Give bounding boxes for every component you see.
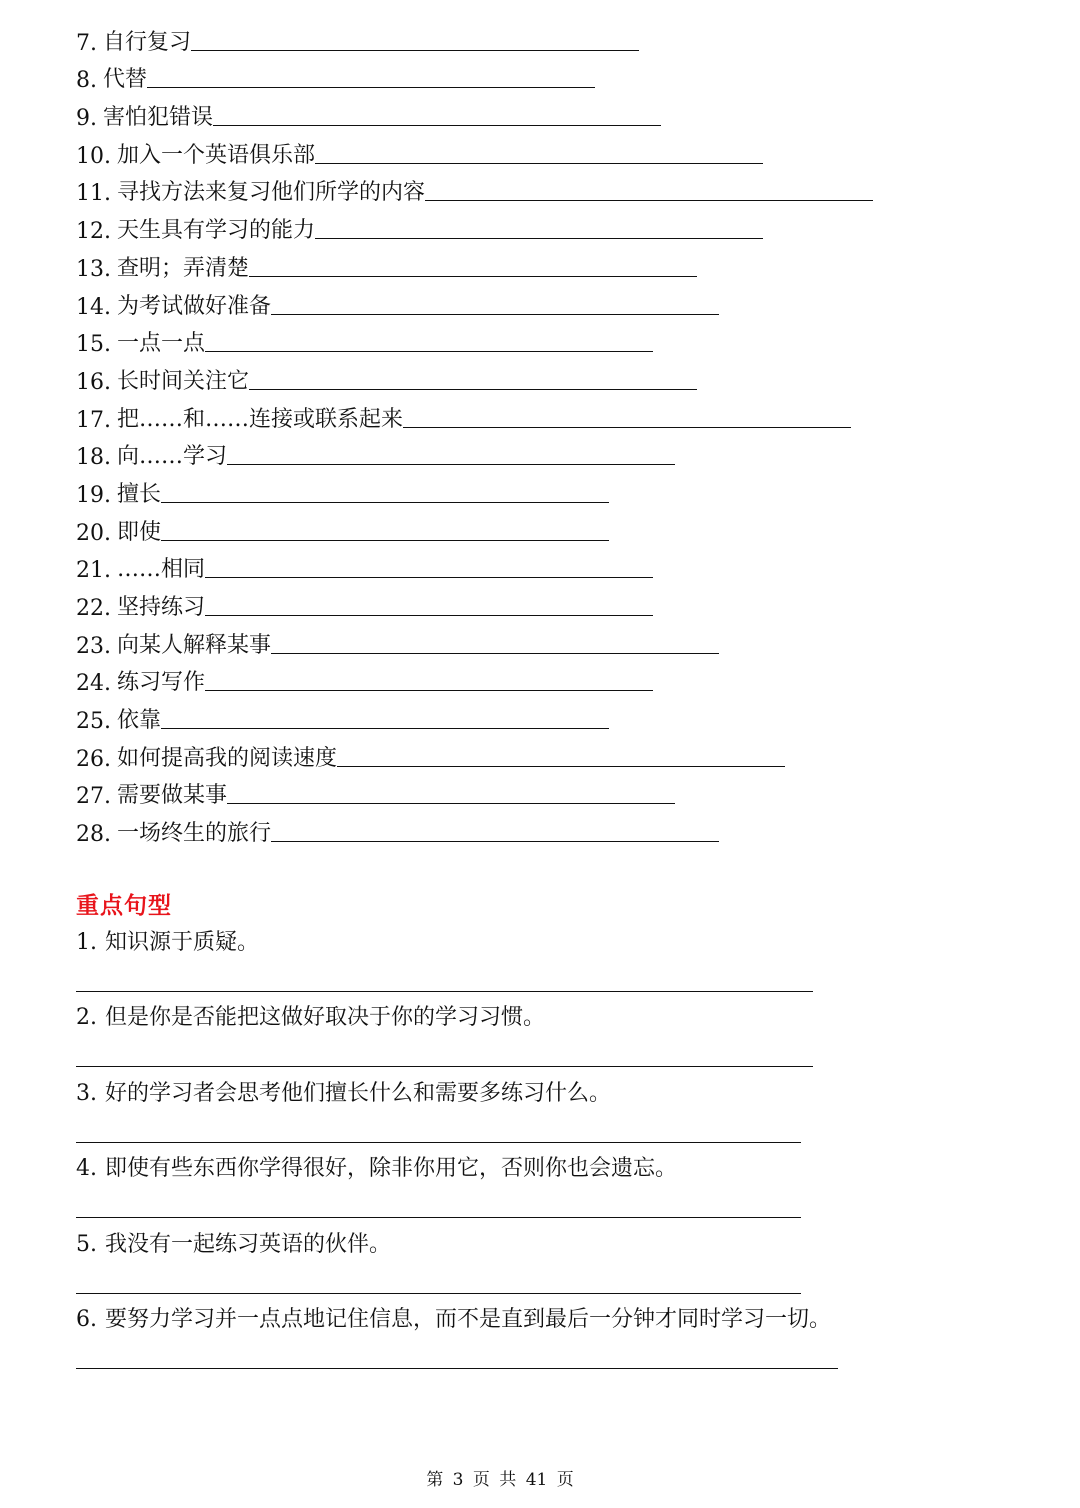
sentence-list <box>76 928 1036 1380</box>
phrase-text: 长时间关注它 <box>117 368 250 394</box>
answer-blank[interactable] <box>271 313 719 315</box>
sentence-text: 即使有些东西你学得很好，除非你用它，否则你也会遗忘。 <box>105 1156 678 1182</box>
sentence-text: 我没有一起练习英语的伙伴。 <box>105 1231 392 1257</box>
phrase-item <box>76 659 1036 697</box>
answer-blank[interactable] <box>425 199 873 201</box>
phrase-number: 18. <box>76 445 111 471</box>
answer-blank[interactable] <box>205 614 653 616</box>
phrase-text: 依靠 <box>117 708 162 734</box>
phrase-item <box>76 93 1036 131</box>
phrase-text: ……相同 <box>117 557 206 583</box>
answer-blank[interactable] <box>315 237 763 239</box>
sentence-prompt <box>76 1230 1036 1260</box>
phrase-item <box>76 546 1036 584</box>
phrase-number: 26. <box>76 746 111 772</box>
sentence-number: 2. <box>76 1005 97 1031</box>
answer-line[interactable] <box>76 991 813 992</box>
phrase-number: 28. <box>76 822 111 848</box>
phrase-text: 自行复习 <box>103 29 192 55</box>
phrase-number: 15. <box>76 332 111 358</box>
phrase-text: 向……学习 <box>117 444 228 470</box>
sentence-prompt <box>76 1154 1036 1184</box>
phrase-number: 14. <box>76 294 111 320</box>
phrase-item <box>76 772 1036 810</box>
answer-blank[interactable] <box>337 765 785 767</box>
phrase-number: 16. <box>76 369 111 395</box>
answer-line[interactable] <box>76 1217 801 1218</box>
phrase-number: 10. <box>76 143 111 169</box>
phrase-item <box>76 470 1036 508</box>
answer-blank[interactable] <box>205 350 653 352</box>
phrase-number: 8. <box>76 68 97 94</box>
answer-blank[interactable] <box>213 124 661 126</box>
sentence-text: 要努力学习并一点点地记住信息，而不是直到最后一分钟才同时学习一切。 <box>105 1306 832 1332</box>
sentence-text: 好的学习者会思考他们擅长什么和需要多练习什么。 <box>105 1080 612 1106</box>
phrase-item <box>76 56 1036 94</box>
phrase-item <box>76 508 1036 546</box>
phrase-text: 把……和……连接或联系起来 <box>117 406 404 432</box>
sentence-text: 但是你是否能把这做好取决于你的学习习惯。 <box>105 1005 546 1031</box>
answer-blank[interactable] <box>205 689 653 691</box>
phrase-item <box>76 206 1036 244</box>
sentence-item <box>76 928 1036 1003</box>
phrase-text: 坚持练习 <box>117 595 206 620</box>
phrase-text: 天生具有学习的能力 <box>117 218 316 244</box>
sentence-number: 4. <box>76 1156 97 1182</box>
phrase-item <box>76 244 1036 282</box>
sentence-number: 1. <box>76 930 97 955</box>
answer-blank[interactable] <box>271 840 719 842</box>
phrase-number: 9. <box>76 106 97 132</box>
phrase-number: 19. <box>76 482 111 508</box>
phrase-number: 23. <box>76 633 111 659</box>
phrase-text: 需要做某事 <box>117 783 228 809</box>
sentence-item <box>76 1003 1036 1078</box>
sentence-item <box>76 1305 1036 1380</box>
answer-blank[interactable] <box>161 727 609 729</box>
answer-blank[interactable] <box>249 275 697 277</box>
sentence-item <box>76 1154 1036 1229</box>
phrase-item <box>76 583 1036 621</box>
section-title-key-sentences: 重点句型 <box>76 892 172 919</box>
sentence-prompt <box>76 928 1036 958</box>
phrase-number: 21. <box>76 558 111 584</box>
phrase-item <box>76 809 1036 847</box>
phrase-item <box>76 320 1036 358</box>
phrase-text: 向某人解释某事 <box>117 632 272 658</box>
sentence-prompt <box>76 1305 1036 1335</box>
answer-line[interactable] <box>76 1066 813 1067</box>
answer-blank[interactable] <box>249 388 697 390</box>
phrase-item <box>76 395 1036 433</box>
phrase-text: 一点一点 <box>117 331 206 357</box>
answer-line[interactable] <box>76 1142 801 1143</box>
sentence-number: 3. <box>76 1080 97 1106</box>
answer-blank[interactable] <box>161 501 609 503</box>
sentence-text: 知识源于质疑。 <box>105 930 260 955</box>
sentence-number: 5. <box>76 1231 97 1257</box>
answer-blank[interactable] <box>147 86 595 88</box>
answer-blank[interactable] <box>227 463 675 465</box>
phrase-number: 12. <box>76 219 111 245</box>
answer-blank[interactable] <box>227 802 675 804</box>
phrase-item <box>76 131 1036 169</box>
phrase-text: 一场终生的旅行 <box>117 821 272 847</box>
phrase-number: 22. <box>76 596 111 621</box>
phrase-item <box>76 433 1036 471</box>
phrase-item <box>76 357 1036 395</box>
sentence-item <box>76 1079 1036 1154</box>
phrase-item <box>76 621 1036 659</box>
phrase-text: 查明；弄清楚 <box>117 255 250 281</box>
phrase-number: 13. <box>76 256 111 282</box>
phrase-number: 7. <box>76 30 97 56</box>
sentence-prompt <box>76 1003 1036 1033</box>
answer-blank[interactable] <box>161 539 609 541</box>
phrase-item <box>76 734 1036 772</box>
phrase-text: 练习写作 <box>117 670 206 696</box>
phrase-text: 擅长 <box>117 481 162 507</box>
answer-blank[interactable] <box>205 576 653 578</box>
phrase-item <box>76 696 1036 734</box>
phrase-text: 加入一个英语俱乐部 <box>117 142 316 168</box>
answer-blank[interactable] <box>315 162 763 164</box>
answer-line[interactable] <box>76 1368 838 1369</box>
sentence-number: 6. <box>76 1306 97 1332</box>
phrase-text: 即使 <box>117 519 162 545</box>
phrase-text: 代替 <box>103 67 148 93</box>
phrase-text: 寻找方法来复习他们所学的内容 <box>117 180 426 206</box>
phrase-text: 如何提高我的阅读速度 <box>117 745 338 771</box>
phrase-item <box>76 169 1036 207</box>
phrase-number: 20. <box>76 520 111 546</box>
sentence-item <box>76 1230 1036 1305</box>
sentence-prompt <box>76 1079 1036 1109</box>
answer-blank[interactable] <box>403 426 851 428</box>
phrase-item <box>76 18 1036 56</box>
phrase-number: 24. <box>76 671 111 697</box>
page-footer: 第 3 页 共 41 页 <box>426 1470 574 1490</box>
phrase-list <box>76 18 1036 847</box>
phrase-text: 为考试做好准备 <box>117 293 272 319</box>
phrase-text: 害怕犯错误 <box>103 105 214 131</box>
phrase-number: 17. <box>76 407 111 433</box>
phrase-number: 27. <box>76 784 111 810</box>
answer-line[interactable] <box>76 1293 801 1294</box>
phrase-number: 11. <box>76 181 111 207</box>
phrase-number: 25. <box>76 709 111 735</box>
answer-blank[interactable] <box>271 652 719 654</box>
answer-blank[interactable] <box>191 49 639 51</box>
phrase-item <box>76 282 1036 320</box>
